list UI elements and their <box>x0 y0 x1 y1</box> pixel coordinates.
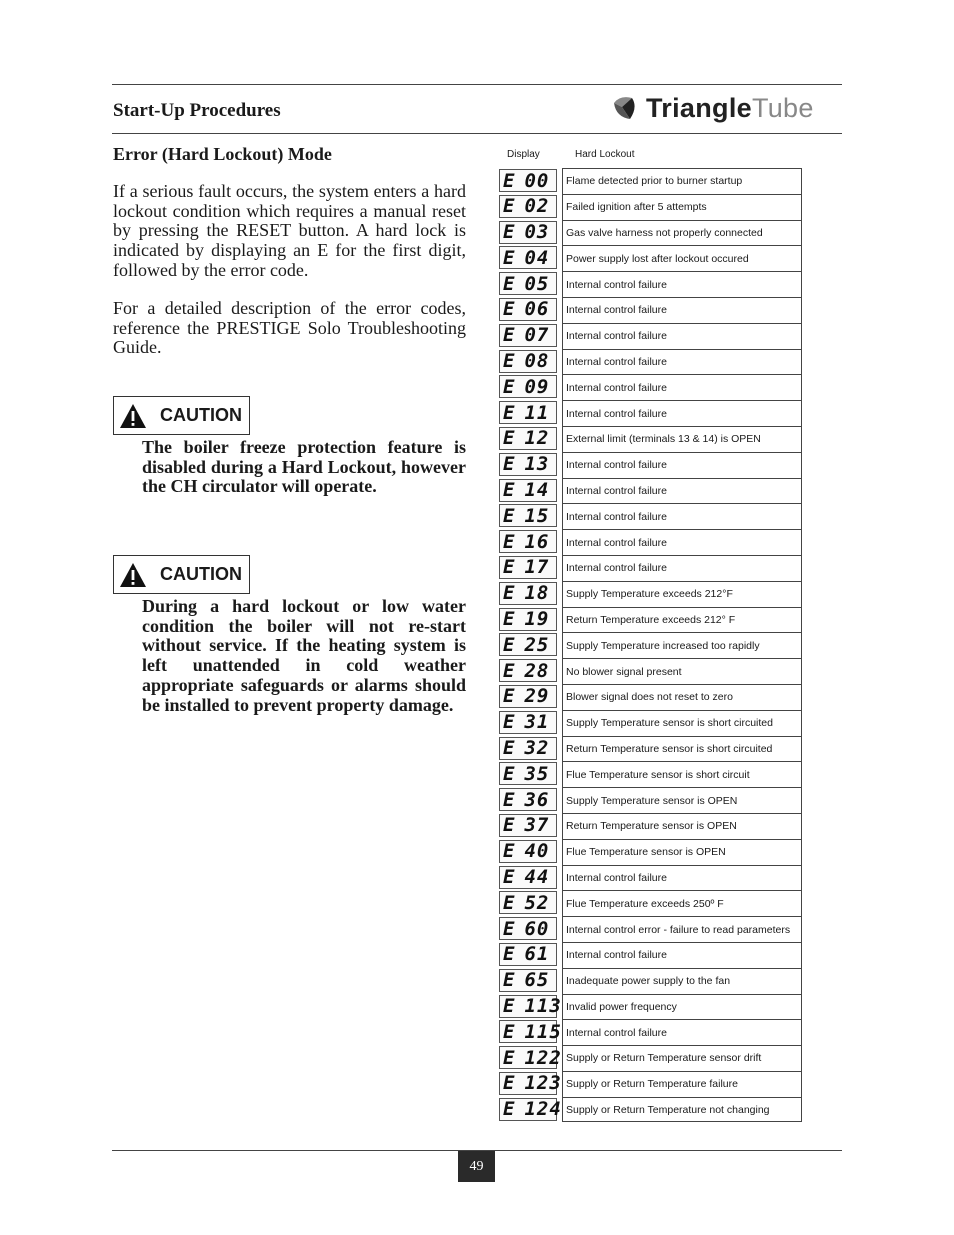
table-row <box>497 349 802 375</box>
error-code: 15 <box>524 504 550 527</box>
error-description: Supply or Return Temperature not changing <box>562 1097 802 1123</box>
intro-paragraph: If a serious fault occurs, the system enters a hard lockout condition which requires a manual reset by pressing the RESET button. A hard lock is indicated by displaying an E for the first digit, followed by the error code. <box>113 181 466 280</box>
error-description: Supply Temperature sensor is short circuited <box>562 710 802 736</box>
led-display <box>499 762 557 785</box>
error-description: Supply Temperature sensor is OPEN <box>562 787 802 813</box>
mode-heading: Error (Hard Lockout) Mode <box>113 144 332 164</box>
table-row <box>497 607 802 633</box>
reference-paragraph: For a detailed description of the error codes, reference the PRESTIGE Solo Troubleshooting Guide. <box>113 298 466 358</box>
led-error-prefix: E <box>503 943 516 966</box>
led-error-prefix: E <box>503 453 516 476</box>
table-row <box>497 968 802 994</box>
error-description: Internal control failure <box>562 942 802 968</box>
led-error-prefix: E <box>503 504 516 527</box>
top-rule <box>112 84 842 85</box>
led-display <box>499 556 557 579</box>
error-code: 14 <box>524 479 550 502</box>
error-code: 29 <box>524 685 550 708</box>
error-code: 115 <box>524 1020 562 1043</box>
led-display <box>499 866 557 889</box>
led-display <box>499 608 557 631</box>
error-description: Supply Temperature exceeds 212°F <box>562 581 802 607</box>
error-description: Power supply lost after lockout occured <box>562 245 802 271</box>
section-title: Start-Up Procedures <box>113 100 281 121</box>
led-error-prefix: E <box>503 891 516 914</box>
led-error-prefix: E <box>503 633 516 656</box>
caution-box <box>113 396 250 435</box>
led-error-prefix: E <box>503 1046 516 1069</box>
led-error-prefix: E <box>503 221 516 244</box>
led-display <box>499 891 557 914</box>
table-row <box>497 400 802 426</box>
table-row <box>497 529 802 555</box>
error-description: Blower signal does not reset to zero <box>562 684 802 710</box>
table-row <box>497 478 802 504</box>
table-row <box>497 1045 802 1071</box>
table-row <box>497 684 802 710</box>
led-error-prefix: E <box>503 375 516 398</box>
led-error-prefix: E <box>503 427 516 450</box>
error-description: Internal control failure <box>562 323 802 349</box>
led-display <box>499 479 557 502</box>
error-code: 113 <box>524 995 562 1017</box>
table-row <box>497 220 802 246</box>
led-error-prefix: E <box>503 917 516 940</box>
table-row <box>497 761 802 787</box>
led-error-prefix: E <box>503 530 516 553</box>
error-description: Flue Temperature sensor is OPEN <box>562 839 802 865</box>
error-code: 40 <box>524 840 550 863</box>
error-code: 17 <box>524 556 550 579</box>
led-display <box>499 375 557 398</box>
led-error-prefix: E <box>503 995 516 1017</box>
led-display <box>499 633 557 656</box>
error-code: 05 <box>524 272 550 295</box>
led-error-prefix: E <box>503 401 516 424</box>
error-code: 123 <box>524 1072 562 1095</box>
error-description: Internal control failure <box>562 452 802 478</box>
error-description: Internal control failure <box>562 529 802 555</box>
error-code: 08 <box>524 350 550 373</box>
error-description: Return Temperature sensor is short circuited <box>562 736 802 762</box>
error-code: 09 <box>524 375 550 398</box>
error-description: Flue Temperature exceeds 250º F <box>562 890 802 916</box>
led-display <box>499 1098 562 1121</box>
led-display <box>499 401 557 424</box>
led-display <box>499 1072 562 1095</box>
led-display <box>499 504 557 527</box>
led-display <box>499 324 557 347</box>
table-row <box>497 916 802 942</box>
triangle-tube-logo-icon <box>610 93 640 123</box>
table-row <box>497 374 802 400</box>
led-display <box>499 350 557 373</box>
error-description: Inadequate power supply to the fan <box>562 968 802 994</box>
led-display <box>499 1020 562 1043</box>
led-error-prefix: E <box>503 788 516 811</box>
table-row <box>497 581 802 607</box>
error-description: Failed ignition after 5 attempts <box>562 194 802 220</box>
warning-triangle-icon <box>119 402 147 430</box>
table-row <box>497 503 802 529</box>
error-description: External limit (terminals 13 & 14) is OPEN <box>562 426 802 452</box>
error-code-table <box>497 168 802 1122</box>
led-display <box>499 169 557 192</box>
led-error-prefix: E <box>503 814 516 837</box>
table-row <box>497 942 802 968</box>
table-row <box>497 813 802 839</box>
error-code: 00 <box>524 169 550 192</box>
led-error-prefix: E <box>503 840 516 863</box>
led-error-prefix: E <box>503 324 516 347</box>
led-display <box>499 272 557 295</box>
led-error-prefix: E <box>503 866 516 889</box>
table-row <box>497 297 802 323</box>
error-description: Internal control failure <box>562 1019 802 1045</box>
table-row <box>497 865 802 891</box>
error-code: 31 <box>524 711 550 734</box>
led-display <box>499 943 557 966</box>
table-row <box>497 1097 802 1123</box>
error-description: Internal control failure <box>562 349 802 375</box>
error-code: 124 <box>524 1098 562 1121</box>
table-row <box>497 736 802 762</box>
warning-triangle-icon <box>119 561 147 589</box>
led-display <box>499 582 557 605</box>
table-row <box>497 632 802 658</box>
error-code: 37 <box>524 814 550 837</box>
error-code: 52 <box>524 891 550 914</box>
error-description: Internal control failure <box>562 865 802 891</box>
led-display <box>499 995 562 1018</box>
error-description: Invalid power frequency <box>562 994 802 1020</box>
header-rule <box>112 133 842 134</box>
error-description: Supply or Return Temperature sensor drift <box>562 1045 802 1071</box>
led-display <box>499 1046 562 1069</box>
table-row <box>497 890 802 916</box>
error-description: Supply Temperature increased too rapidly <box>562 632 802 658</box>
table-row <box>497 194 802 220</box>
error-code: 60 <box>524 917 550 940</box>
error-code: 13 <box>524 453 550 476</box>
error-code: 18 <box>524 582 550 605</box>
error-code: 04 <box>524 246 550 269</box>
led-error-prefix: E <box>503 582 516 605</box>
led-error-prefix: E <box>503 659 516 682</box>
led-display <box>499 685 557 708</box>
error-code: 35 <box>524 762 550 785</box>
table-row <box>497 1071 802 1097</box>
error-code: 19 <box>524 608 550 631</box>
column-header-display: Display <box>507 149 540 160</box>
led-display <box>499 969 557 992</box>
led-display <box>499 427 557 450</box>
error-description: Flue Temperature sensor is short circuit <box>562 761 802 787</box>
error-description: Internal control failure <box>562 271 802 297</box>
error-code: 25 <box>524 633 550 656</box>
led-error-prefix: E <box>503 1098 516 1121</box>
led-error-prefix: E <box>503 608 516 631</box>
led-display <box>499 246 557 269</box>
led-error-prefix: E <box>503 169 516 192</box>
table-row <box>497 271 802 297</box>
led-display <box>499 711 557 734</box>
led-display <box>499 737 557 760</box>
triangle-tube-logo <box>610 92 842 124</box>
caution-box <box>113 555 250 594</box>
error-description: Supply or Return Temperature failure <box>562 1071 802 1097</box>
error-description: Internal control failure <box>562 478 802 504</box>
error-description: Internal control failure <box>562 374 802 400</box>
error-description: Internal control failure <box>562 503 802 529</box>
led-display <box>499 659 557 682</box>
led-error-prefix: E <box>503 762 516 785</box>
led-display <box>499 221 557 244</box>
led-error-prefix: E <box>503 969 516 992</box>
led-error-prefix: E <box>503 246 516 269</box>
error-code: 28 <box>524 659 550 682</box>
error-code: 12 <box>524 427 550 450</box>
table-row <box>497 323 802 349</box>
error-description: No blower signal present <box>562 658 802 684</box>
led-display <box>499 195 557 218</box>
error-code: 07 <box>524 324 550 347</box>
error-description: Return Temperature sensor is OPEN <box>562 813 802 839</box>
table-row <box>497 555 802 581</box>
error-description: Gas valve harness not properly connected <box>562 220 802 246</box>
error-code: 02 <box>524 195 550 218</box>
error-description: Return Temperature exceeds 212° F <box>562 607 802 633</box>
led-error-prefix: E <box>503 556 516 579</box>
error-description: Flame detected prior to burner startup <box>562 168 802 194</box>
error-description: Internal control failure <box>562 400 802 426</box>
led-error-prefix: E <box>503 195 516 218</box>
error-code: 65 <box>524 969 550 992</box>
page-number: 49 <box>458 1151 495 1182</box>
caution-label: CAUTION <box>160 564 242 584</box>
table-row <box>497 452 802 478</box>
led-error-prefix: E <box>503 685 516 708</box>
table-row <box>497 710 802 736</box>
led-display <box>499 530 557 553</box>
caution-text: During a hard lockout or low water condition the boiler will not re-start without service. If the heating system is left unattended in cold weather appropriate safeguards or alarms should be installed to prevent property damage. <box>142 596 466 715</box>
led-display <box>499 814 557 837</box>
error-code: 61 <box>524 943 550 966</box>
table-row <box>497 426 802 452</box>
caution-text: The boiler freeze protection feature is disabled during a Hard Lockout, however the CH circulator will operate. <box>142 437 466 497</box>
error-code: 32 <box>524 737 550 760</box>
table-row <box>497 839 802 865</box>
led-error-prefix: E <box>503 711 516 734</box>
logo-wordmark: TriangleTube <box>646 92 814 123</box>
led-display <box>499 917 557 940</box>
error-code: 11 <box>524 401 550 424</box>
table-row <box>497 787 802 813</box>
led-display <box>499 840 557 863</box>
error-description: Internal control failure <box>562 297 802 323</box>
error-code: 03 <box>524 221 550 244</box>
table-row <box>497 994 802 1020</box>
table-row <box>497 168 802 194</box>
led-display <box>499 788 557 811</box>
led-error-prefix: E <box>503 479 516 502</box>
error-code: 16 <box>524 530 550 553</box>
led-error-prefix: E <box>503 1020 516 1043</box>
led-error-prefix: E <box>503 1072 516 1095</box>
led-display <box>499 453 557 476</box>
table-row <box>497 658 802 684</box>
table-row <box>497 1019 802 1045</box>
led-error-prefix: E <box>503 298 516 321</box>
caution-label: CAUTION <box>160 405 242 425</box>
error-description: Internal control failure <box>562 555 802 581</box>
error-code: 06 <box>524 298 550 321</box>
error-description: Internal control error - failure to read parameters <box>562 916 802 942</box>
column-header-hard-lockout: Hard Lockout <box>575 149 635 160</box>
led-error-prefix: E <box>503 737 516 760</box>
error-code: 44 <box>524 866 550 889</box>
error-code: 122 <box>524 1046 562 1069</box>
error-code: 36 <box>524 788 550 811</box>
led-error-prefix: E <box>503 350 516 373</box>
led-display <box>499 298 557 321</box>
led-error-prefix: E <box>503 272 516 295</box>
table-row <box>497 245 802 271</box>
